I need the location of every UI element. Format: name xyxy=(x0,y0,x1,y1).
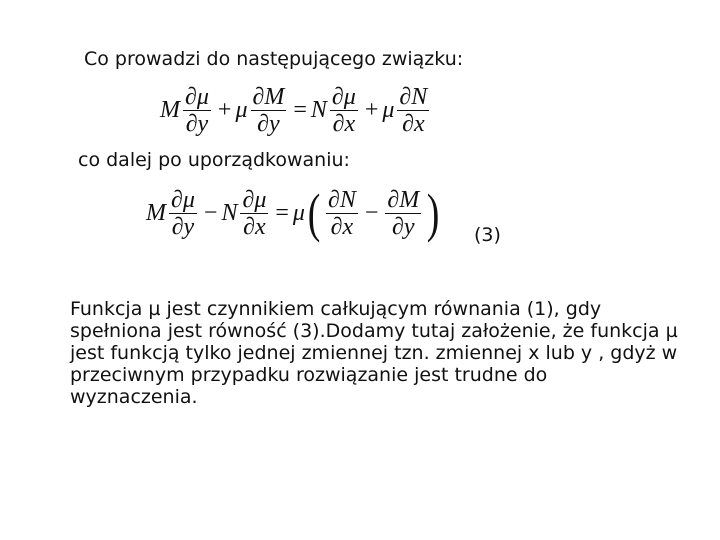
eq2-frac-2-den: ∂x xyxy=(243,213,266,240)
equation-2 xyxy=(146,183,442,243)
eq2-frac-3-num: ∂N xyxy=(327,186,356,213)
eq1-frac-4-num: ∂N xyxy=(399,84,428,110)
eq2-equals: = xyxy=(275,199,289,226)
eq2-term-n: N xyxy=(221,199,238,226)
eq2-frac-3-den: ∂x xyxy=(330,213,354,240)
eq2-term-m: M xyxy=(146,199,166,226)
eq1-frac-2-num: ∂M xyxy=(252,84,285,110)
eq1-equals: = xyxy=(293,97,307,123)
eq1-frac-4-den: ∂x xyxy=(402,111,425,137)
eq2-frac-2 xyxy=(240,187,268,240)
eq1-frac-1 xyxy=(183,84,211,137)
eq1-frac-3-num: ∂μ xyxy=(331,84,356,110)
eq2-frac-1-num: ∂μ xyxy=(171,186,195,213)
eq2-frac-2-num: ∂μ xyxy=(242,186,267,213)
eq2-frac-4-num: ∂M xyxy=(387,186,420,213)
eq1-term-n: N xyxy=(310,97,327,123)
equation-number: (3) xyxy=(474,224,501,246)
eq1-frac-2-den: ∂y xyxy=(257,111,280,137)
eq1-plus-2: + xyxy=(364,97,379,123)
eq1-mu-2: μ xyxy=(382,97,395,123)
eq1-frac-3-den: ∂x xyxy=(332,111,356,137)
eq2-frac-1 xyxy=(169,187,197,240)
equation-1 xyxy=(160,84,432,137)
eq1-plus-1: + xyxy=(217,97,232,123)
eq1-frac-1-num: ∂μ xyxy=(185,84,209,110)
eq2-minus-1: − xyxy=(203,199,218,226)
eq2-right-paren: ) xyxy=(426,183,440,243)
eq1-frac-3 xyxy=(330,84,358,137)
eq2-frac-4 xyxy=(385,187,421,240)
eq1-mu-1: μ xyxy=(235,97,248,123)
heading-2: co dalej po uporządkowaniu: xyxy=(78,149,350,171)
eq1-term-m: M xyxy=(160,97,180,123)
heading-1: Co prowadzi do następującego związku: xyxy=(84,48,464,70)
eq2-minus-2: − xyxy=(364,199,379,226)
eq1-frac-4 xyxy=(397,84,429,137)
eq1-frac-1-den: ∂y xyxy=(185,111,209,137)
eq2-left-paren: ( xyxy=(307,183,321,243)
eq2-frac-4-den: ∂y xyxy=(392,213,415,240)
eq1-frac-2 xyxy=(251,84,287,137)
eq2-frac-1-den: ∂y xyxy=(171,213,195,240)
eq2-mu: μ xyxy=(292,199,305,226)
eq2-frac-3 xyxy=(326,187,358,240)
body-paragraph: Funkcja µ jest czynnikiem całkującym równania (1), gdy spełniona jest równość (3).Dodamy tutaj założenie, że funkcja µ jest funkcją tylko jednej zmiennej tzn. zmiennej x lub y , gdyż w przeciwnym przypadku rozwiązanie jest trudne do wyznaczenia. xyxy=(70,298,678,408)
